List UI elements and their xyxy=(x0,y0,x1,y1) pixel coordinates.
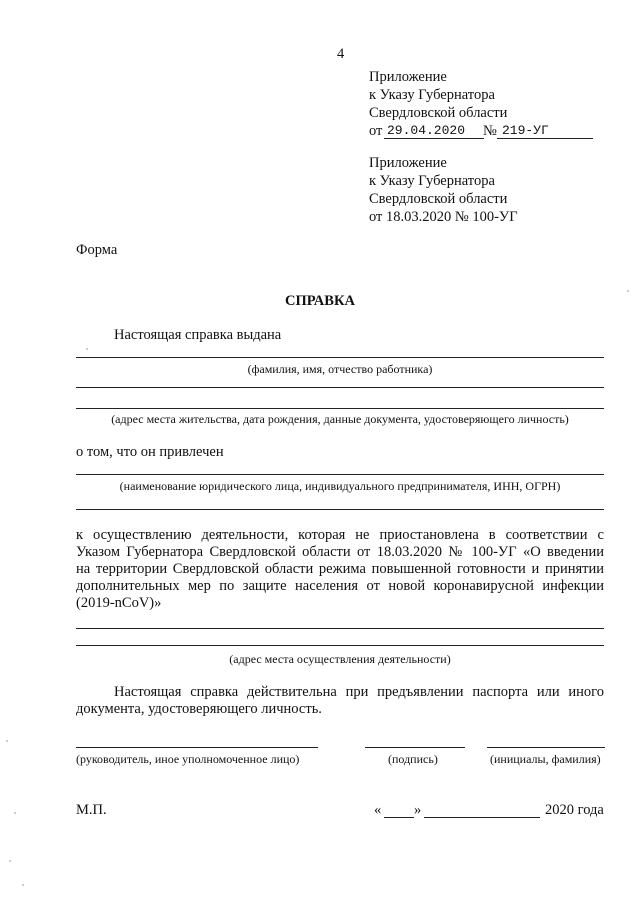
body-line-1: к осуществлению деятельности, которая не приостановлена в соответствии с xyxy=(76,527,604,543)
caption-initials: (инициалы, фамилия) xyxy=(490,752,601,766)
appendix-new-line1: Приложение xyxy=(369,69,447,85)
appendix-old-line1: Приложение xyxy=(369,155,447,171)
signature-line xyxy=(365,747,465,748)
scan-speck xyxy=(9,860,11,862)
activity-line-2 xyxy=(76,645,604,646)
date-underline xyxy=(384,138,484,139)
scan-speck xyxy=(22,884,24,886)
org-line-2 xyxy=(76,509,604,510)
body-paragraph xyxy=(76,527,604,612)
appendix-old xyxy=(369,154,518,226)
body-line-2: Указом Губернатора Свердловской области от 18.03.2020 № 100-УГ «О введении xyxy=(76,544,604,560)
caption-name: (фамилия, имя, отчество работника) xyxy=(247,362,433,376)
caption-activity-address: (адрес места осуществления деятельности) xyxy=(229,652,451,666)
head-signature-line xyxy=(76,747,318,748)
body-line-4: дополнительных мер по защите населения от новой коронавирусной инфекции xyxy=(76,578,604,594)
stamp-label: М.П. xyxy=(76,802,107,818)
appendix-old-line4: от 18.03.2020 № 100-УГ xyxy=(369,209,518,225)
appendix-old-line3: Свердловской области xyxy=(369,191,508,207)
validity-line-2: документа, удостоверяющего личность. xyxy=(76,701,322,717)
body-line-3: на территории Свердловской области режима повышенной готовности и принятии xyxy=(76,561,604,577)
caption-head: (руководитель, иное уполномоченное лицо) xyxy=(76,752,300,766)
scan-speck xyxy=(86,348,88,350)
document-title: СПРАВКА xyxy=(285,293,355,309)
appendix-new-from: от xyxy=(369,123,383,139)
form-label: Форма xyxy=(76,242,118,258)
initials-line xyxy=(487,747,605,748)
appendix-old-line2: к Указу Губернатора xyxy=(369,173,495,189)
org-line xyxy=(76,474,604,475)
appendix-new-line2: к Указу Губернатора xyxy=(369,87,495,103)
address-line-1 xyxy=(76,387,604,388)
name-line xyxy=(76,357,604,358)
page-number: 4 xyxy=(337,46,345,62)
validity-line-1: Настоящая справка действительна при предъявлении паспорта или иного xyxy=(114,684,604,700)
issued-text: Настоящая справка выдана xyxy=(114,327,282,343)
number-underline xyxy=(497,138,593,139)
date-open-quote: « xyxy=(374,802,382,818)
appendix-new-line3: Свердловской области xyxy=(369,105,508,121)
date-year: 2020 года xyxy=(545,802,604,818)
scan-speck xyxy=(6,740,8,742)
activity-line-1 xyxy=(76,628,604,629)
day-line xyxy=(384,817,414,818)
scan-speck xyxy=(14,812,16,814)
appendix-new xyxy=(369,68,594,140)
appendix-new-date-row xyxy=(369,122,594,140)
address-line-2 xyxy=(76,408,604,409)
body-line-5: (2019-nCoV)» xyxy=(76,595,162,611)
date-close-quote: » xyxy=(414,802,422,818)
appendix-new-date: 29.04.2020 xyxy=(387,123,466,138)
appendix-new-num-sign: № xyxy=(483,123,497,139)
validity-paragraph xyxy=(76,684,604,718)
month-line xyxy=(424,817,540,818)
scan-speck xyxy=(627,290,629,292)
caption-signature: (подпись) xyxy=(388,752,438,766)
caption-address: (адрес места жительства, дата рождения, данные документа, удостоверяющего личность) xyxy=(111,412,569,426)
appendix-new-number: 219-УГ xyxy=(502,123,549,138)
caption-org: (наименование юридического лица, индивидуального предпринимателя, ИНН, ОГРН) xyxy=(119,479,561,493)
engaged-text: о том, что он привлечен xyxy=(76,444,224,460)
